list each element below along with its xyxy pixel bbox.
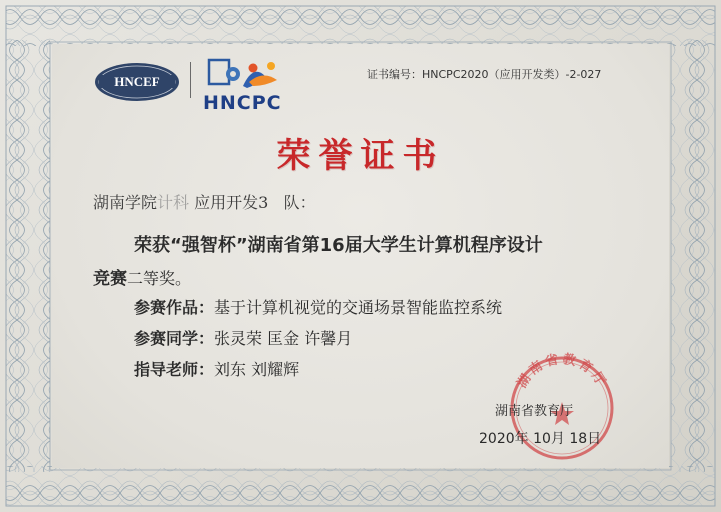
students-value: 张灵荣 匡金 许馨月 (214, 329, 353, 348)
certificate-number: 证书编号：HNCPC2020（应用开发类）-2-027 (367, 68, 602, 81)
logo-divider (190, 62, 191, 98)
issue-date: 2020年 10月 18日 (479, 431, 602, 447)
award-competition: 竞赛 (93, 269, 127, 289)
award-prize: 二等奖。 (127, 269, 192, 288)
teachers-value: 刘东 刘耀辉 (214, 360, 300, 379)
work-label: 参赛作品： (134, 298, 215, 317)
teachers-row (134, 357, 299, 380)
recipient-school: 湖南学院 (93, 193, 158, 212)
award-line-1: 荣获“强智杯”湖南省第16届大学生计算机程序设计 (134, 235, 543, 256)
svg-text:HNCEF: HNCEF (114, 74, 160, 89)
recipient-suffix: 队： (283, 193, 316, 212)
students-row (134, 326, 352, 349)
issuer-name: 湖南省教育厅 (495, 404, 574, 419)
award-line-2 (93, 264, 191, 289)
recipient-blurred: 计科 (157, 193, 190, 212)
recipient-line (93, 190, 316, 213)
students-label: 参赛同学： (134, 329, 215, 348)
certificate-title: 荣誉证书 (276, 136, 445, 176)
hncef-logo (93, 61, 181, 103)
teachers-label: 指导老师： (134, 360, 215, 379)
work-row (134, 295, 502, 318)
hncpc-logo-text: HNCPC (203, 92, 282, 114)
svg-text:湖南省教育厅: 湖南省教育厅 (514, 352, 610, 391)
recipient-team: 应用开发3 (194, 193, 269, 212)
work-value: 基于计算机视觉的交通场景智能监控系统 (214, 298, 503, 317)
